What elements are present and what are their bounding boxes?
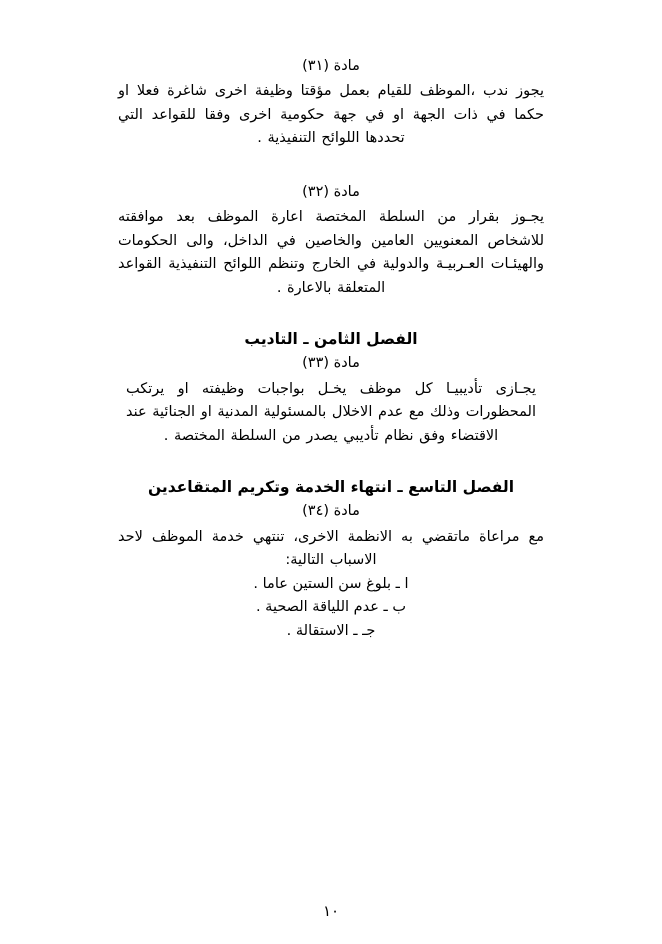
chapter-8 [118,330,544,448]
article-32-body: يجـوز بقرار من السلطة المختصة اعارة الموظف بعد موافقته للاشخاص المعنويين العامين والخاصين في الداخل، والى الحكومات والهيئـات العـربيـة والدولية في الخارج وتنظم اللوائح التنفيذية القواعد المتعلقة بالاعارة . [118,209,544,296]
article-31-heading: مادة (٣١) [302,58,360,74]
article-33-body: يجـازى تأديبيـا كل موظف يخـل بواجبات وظيفته او يرتكب المحظورات وذلك مع عدم الاخلال بالمسئولية المدنية او الجنائية عند الاقتضاء وفق نظام تأديبي يصدر من السلطة المختصة . [126,380,536,444]
list-item: ب ـ عدم اللياقة الصحية . [255,599,407,616]
article-31 [118,55,544,151]
article-32-heading: مادة (٣٢) [302,183,360,200]
chapter-9 [118,478,544,643]
article-34-body: مع مراعاة ماتقضي به الانظمة الاخرى، تنتهي خدمة الموظف لاحد الاسباب التالية: [118,528,544,569]
page-number: ١٠ [322,902,340,920]
article-32 [118,181,544,300]
list-item: جـ ـ الاستقالة . [286,622,376,639]
article-33-heading: مادة (٣٣) [302,355,360,372]
spacer [118,151,544,181]
article-34-list [118,573,544,643]
chapter-8-title: الفصل الثامن ـ التاديب [244,330,418,349]
spacer [118,300,544,330]
spacer [118,448,544,478]
list-item: ا ـ بلوغ سن الستين عاما . [253,575,409,592]
article-31-body: يجوز ندب ،الموظف للقيام بعمل مؤقتا وظيفة اخرى شاغرة فعلا او حكما في ذات الجهة او في جهة حكومية اخرى وفقا للقواعد التي تحددها اللوائح التنفيذية . [118,83,544,147]
article-34-heading: مادة (٣٤) [302,503,360,520]
chapter-9-title: الفصل التاسع ـ انتهاء الخدمة وتكريم المتقاعدين [147,478,515,497]
